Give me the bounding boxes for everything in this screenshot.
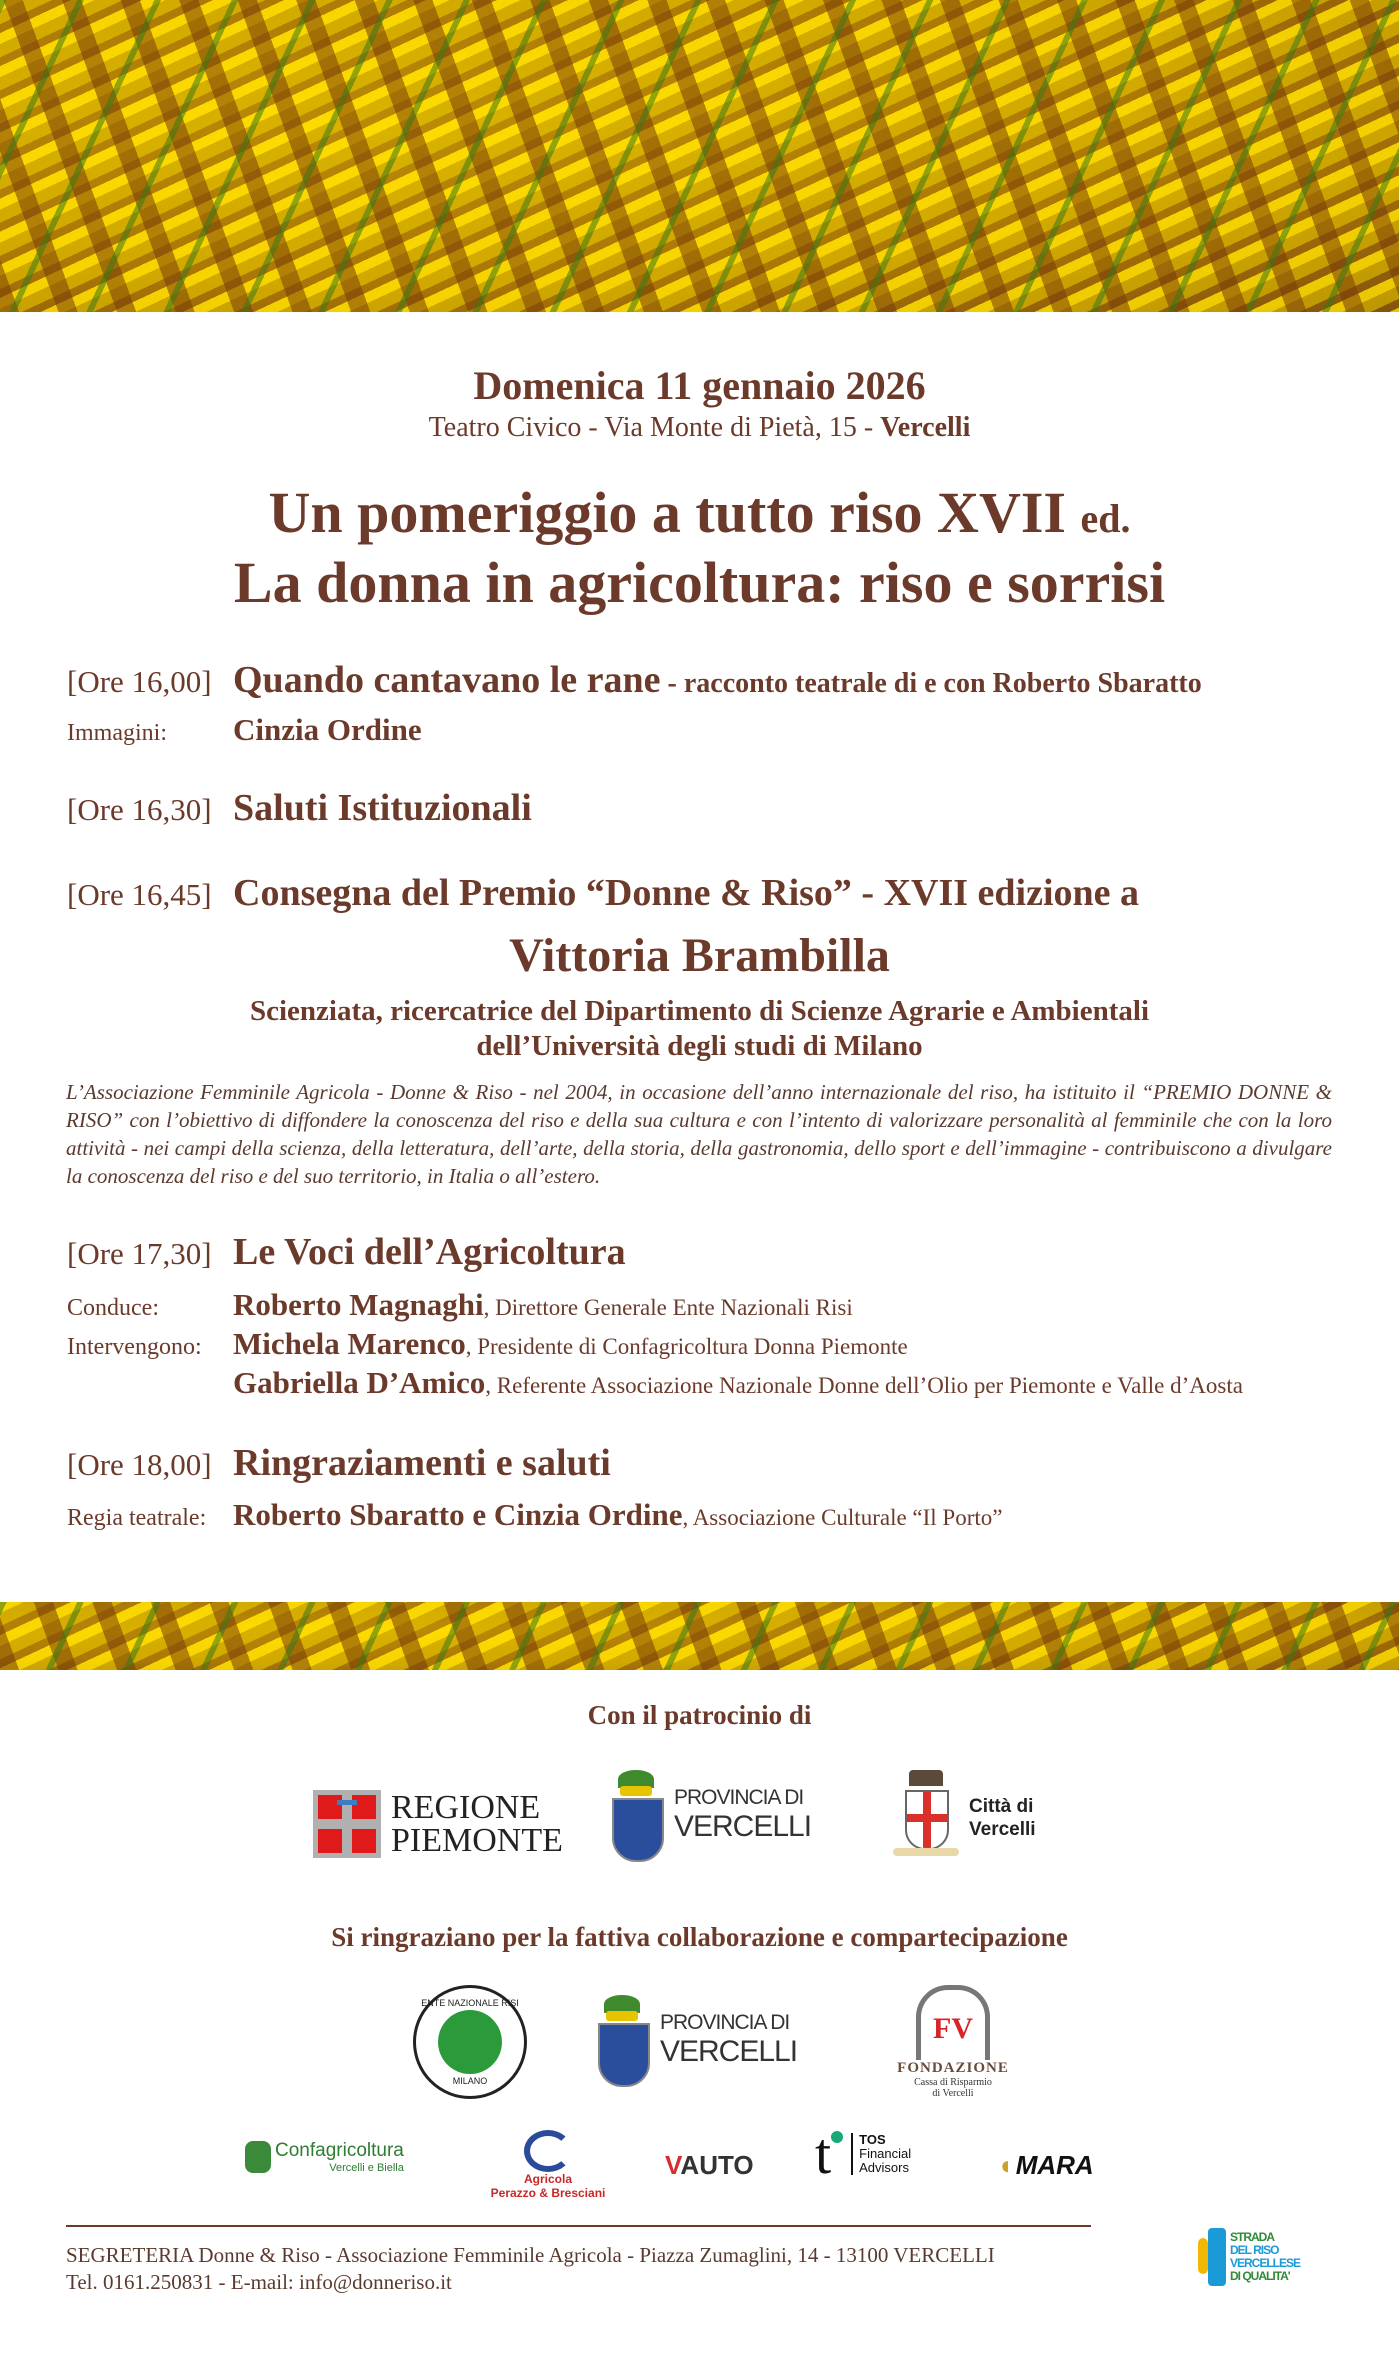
fondazione-arch-icon: FV — [916, 1985, 990, 2060]
credit-immagini: Immagini: Cinzia Ordine — [67, 712, 422, 747]
awardee-desc-line1: Scienziata, ricercatrice del Dipartimento di Scienze Agrarie e Ambientali — [249, 995, 1150, 1027]
awardee-name: Vittoria Brambilla — [509, 929, 890, 982]
credit-intervengono-2: Gabriella D’Amico, Referente Associazione Nazionale Donne dell’Olio per Piemonte e Valle d’Aosta — [233, 1365, 1243, 1400]
auto-v-mark-icon: V — [665, 2150, 681, 2180]
rice-plant-icon — [438, 2010, 502, 2074]
program-item-1600: [Ore 16,00] Quando cantavano le rane - racconto teatrale di e con Roberto Sbaratto — [67, 659, 1202, 701]
logo-provincia-vercelli: PROVINCIA DI VERCELLI — [608, 1770, 811, 1860]
logo-confagricoltura: Confagricoltura Vercelli e Biella — [245, 2140, 404, 2174]
credit-intervengono-1: Intervengono: Michela Marenco, Presidente di Confagricoltura Donna Piemonte — [67, 1326, 908, 1361]
strada-s-mark-icon — [1198, 2228, 1228, 2286]
logo-strada-del-riso: STRADA DEL RISO VERCELLESE DI QUALITA' — [1198, 2228, 1300, 2286]
logo-mara: ◐MARA — [1000, 2150, 1094, 2180]
logo-citta-vercelli: Città di Vercelli — [893, 1770, 1036, 1866]
program-item-1800: [Ore 18,00] Ringraziamenti e saluti — [67, 1442, 611, 1484]
footer-address: SEGRETERIA Donne & Riso - Associazione Femminile Agricola - Piazza Zumaglini, 14 - 13100 VERCELLI — [66, 2243, 995, 2267]
logo-auto: VAUTO — [665, 2150, 754, 2180]
footer-divider — [66, 2225, 1091, 2227]
event-venue: Teatro Civico - Via Monte di Pietà, 15 - Vercelli — [428, 412, 971, 443]
piemonte-flag-icon — [313, 1790, 381, 1858]
agricola-mark-icon — [524, 2130, 572, 2172]
provincia-crest-icon — [608, 1770, 664, 1860]
rice-field-banner-middle — [0, 1602, 1399, 1670]
patronage-heading: Con il patrocinio di — [587, 1700, 812, 1730]
confagricoltura-mark-icon — [245, 2141, 271, 2173]
logo-provincia-vercelli-2: PROVINCIA DI VERCELLI — [594, 1995, 797, 2085]
award-description-paragraph: L’Associazione Femminile Agricola - Donne & Riso - nel 2004, in occasione dell’anno internazionale del riso, ha istituito il “PREMIO DONNE & RISO” con l’obiettivo di diffondere la conoscenza del riso e della sua cultura e con l’intento di valorizzare personalità al femminile che con la loro attività - nei campi della scienza, della letteratura, dell’arte, della storia, della gastronomia, dello sport e dell’immagine - contribuiscono a divulgare la conoscenza del riso e del suo territorio, in Italia o all’estero. — [66, 1080, 1332, 1188]
logo-agricola-perazzo-bresciani: Agricola Perazzo & Bresciani — [478, 2130, 618, 2200]
thanks-heading: Si ringraziano per la fattiva collaborazione e compartecipazione — [331, 1922, 1068, 1952]
logo-tos-financial-advisors: t TOS Financial Advisors — [815, 2121, 912, 2186]
logo-fondazione-crv: FV FONDAZIONE Cassa di Risparmio di Vercelli — [878, 1985, 1028, 2099]
provincia-crest-icon — [594, 1995, 650, 2085]
footer-contacts: Tel. 0161.250831 - E-mail: info@donneriso.it — [66, 2270, 452, 2294]
credit-conduce: Conduce: Roberto Magnaghi, Direttore Generale Ente Nazionali Risi — [67, 1287, 853, 1322]
event-title-line1: Un pomeriggio a tutto riso XVII ed. — [268, 480, 1131, 545]
event-title-line2: La donna in agricoltura: riso e sorrisi — [233, 550, 1166, 615]
logo-regione-piemonte: REGIONE PIEMONTE — [313, 1790, 563, 1858]
credit-regia: Regia teatrale: Roberto Sbaratto e Cinzia Ordine, Associazione Culturale “Il Porto” — [67, 1497, 1003, 1532]
citta-crest-icon — [893, 1770, 959, 1866]
logo-ente-nazionale-risi: ENTE NAZIONALE RISI MILANO — [413, 1985, 527, 2099]
rice-field-banner-top — [0, 0, 1399, 312]
program-item-1630: [Ore 16,30] Saluti Istituzionali — [67, 787, 532, 829]
awardee-desc-line2: dell’Università degli studi di Milano — [476, 1030, 923, 1062]
event-date: Domenica 11 gennaio 2026 — [473, 363, 926, 408]
program-item-1645: [Ore 16,45] Consegna del Premio “Donne & Riso” - XVII edizione a — [67, 872, 1140, 914]
tos-t-mark-icon: t — [815, 2125, 843, 2183]
mara-mark-icon: ◐ — [1000, 2150, 1016, 2180]
program-item-1730: [Ore 17,30] Le Voci dell’Agricoltura — [67, 1231, 626, 1273]
